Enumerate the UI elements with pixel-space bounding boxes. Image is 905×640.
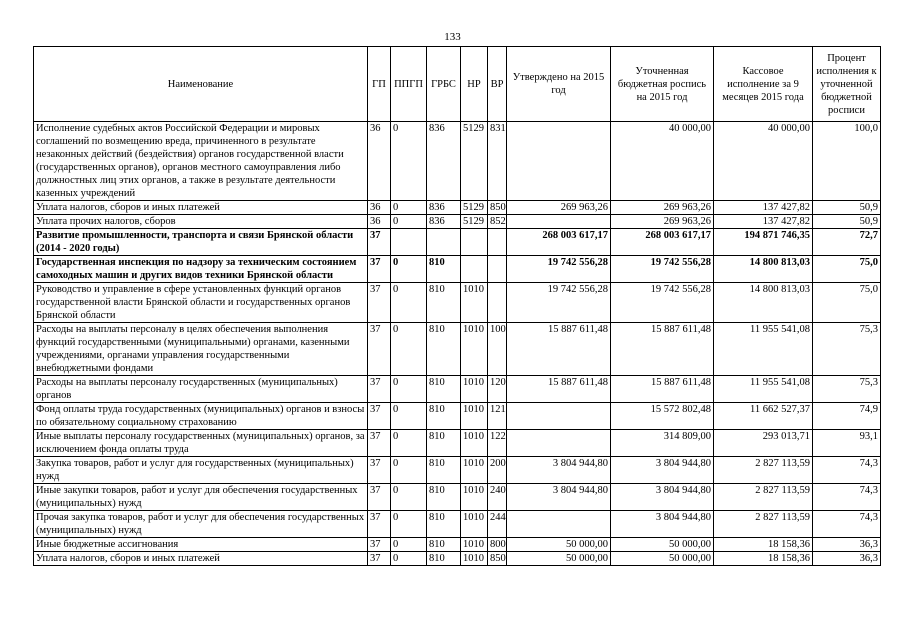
table-row [34, 552, 881, 566]
cell-cash: 14 800 813,03 [714, 283, 813, 323]
cell-grbs: 810 [427, 376, 461, 403]
cell-gp: 37 [368, 283, 391, 323]
header-pgp: ППГП [391, 47, 427, 122]
table-row [34, 201, 881, 215]
cell-percent: 36,3 [813, 538, 881, 552]
table-row [34, 229, 881, 256]
cell-refined: 3 804 944,80 [611, 484, 714, 511]
cell-cash: 14 800 813,03 [714, 256, 813, 283]
cell-pgp: 0 [391, 201, 427, 215]
cell-gp: 37 [368, 484, 391, 511]
cell-vr: 850 [488, 201, 507, 215]
cell-percent: 75,0 [813, 283, 881, 323]
cell-percent: 93,1 [813, 430, 881, 457]
cell-nr: 1010 [461, 484, 488, 511]
cell-refined: 314 809,00 [611, 430, 714, 457]
header-row [34, 47, 881, 122]
cell-nr: 5129 [461, 201, 488, 215]
cell-approved [507, 215, 611, 229]
cell-name: Расходы на выплаты персоналу государственных (муниципальных) органов [34, 376, 368, 403]
cell-approved: 3 804 944,80 [507, 457, 611, 484]
table-row [34, 256, 881, 283]
cell-cash: 194 871 746,35 [714, 229, 813, 256]
budget-table [33, 46, 881, 566]
cell-percent: 50,9 [813, 201, 881, 215]
cell-approved: 19 742 556,28 [507, 256, 611, 283]
cell-grbs [427, 229, 461, 256]
cell-name: Уплата налогов, сборов и иных платежей [34, 552, 368, 566]
cell-pgp: 0 [391, 215, 427, 229]
table-row [34, 457, 881, 484]
cell-cash: 2 827 113,59 [714, 457, 813, 484]
cell-vr: 121 [488, 403, 507, 430]
cell-refined: 15 572 802,48 [611, 403, 714, 430]
cell-name: Развитие промышленности, транспорта и связи Брянской области (2014 - 2020 годы) [34, 229, 368, 256]
cell-vr [488, 283, 507, 323]
cell-percent: 74,9 [813, 403, 881, 430]
cell-pgp: 0 [391, 552, 427, 566]
table-body [34, 122, 881, 566]
table-row [34, 376, 881, 403]
cell-grbs: 836 [427, 201, 461, 215]
cell-gp: 37 [368, 552, 391, 566]
cell-cash: 40 000,00 [714, 122, 813, 201]
cell-approved: 3 804 944,80 [507, 484, 611, 511]
cell-pgp: 0 [391, 122, 427, 201]
header-approved: Утверждено на 2015 год [507, 47, 611, 122]
cell-nr: 1010 [461, 323, 488, 376]
table-header [34, 47, 881, 122]
cell-name: Фонд оплаты труда государственных (муниципальных) органов и взносы по обязательному социальному страхованию [34, 403, 368, 430]
cell-gp: 37 [368, 538, 391, 552]
cell-vr: 122 [488, 430, 507, 457]
cell-grbs: 810 [427, 511, 461, 538]
cell-gp: 37 [368, 430, 391, 457]
cell-vr: 100 [488, 323, 507, 376]
table-row [34, 484, 881, 511]
cell-refined: 40 000,00 [611, 122, 714, 201]
cell-pgp: 0 [391, 283, 427, 323]
cell-percent: 75,0 [813, 256, 881, 283]
cell-refined: 50 000,00 [611, 538, 714, 552]
cell-percent: 50,9 [813, 215, 881, 229]
cell-approved: 50 000,00 [507, 538, 611, 552]
cell-gp: 37 [368, 403, 391, 430]
cell-pgp: 0 [391, 323, 427, 376]
table-row [34, 122, 881, 201]
header-gp: ГП [368, 47, 391, 122]
cell-pgp: 0 [391, 403, 427, 430]
cell-grbs: 810 [427, 538, 461, 552]
cell-grbs: 810 [427, 256, 461, 283]
cell-gp: 36 [368, 215, 391, 229]
cell-nr: 5129 [461, 122, 488, 201]
table-row [34, 538, 881, 552]
cell-nr: 1010 [461, 552, 488, 566]
cell-percent: 74,3 [813, 511, 881, 538]
cell-nr: 1010 [461, 376, 488, 403]
cell-nr [461, 229, 488, 256]
cell-approved: 15 887 611,48 [507, 323, 611, 376]
cell-grbs: 810 [427, 403, 461, 430]
cell-percent: 72,7 [813, 229, 881, 256]
cell-gp: 36 [368, 122, 391, 201]
cell-cash: 2 827 113,59 [714, 511, 813, 538]
cell-pgp: 0 [391, 511, 427, 538]
cell-refined: 3 804 944,80 [611, 457, 714, 484]
cell-percent: 75,3 [813, 376, 881, 403]
header-percent: Процент исполнения к уточненной бюджетной росписи [813, 47, 881, 122]
cell-nr: 1010 [461, 538, 488, 552]
cell-nr: 1010 [461, 457, 488, 484]
cell-cash: 2 827 113,59 [714, 484, 813, 511]
cell-vr: 120 [488, 376, 507, 403]
cell-name: Прочая закупка товаров, работ и услуг для обеспечения государственных (муниципальных) нужд [34, 511, 368, 538]
cell-pgp: 0 [391, 376, 427, 403]
cell-pgp: 0 [391, 256, 427, 283]
cell-grbs: 836 [427, 215, 461, 229]
table-row [34, 511, 881, 538]
cell-approved [507, 430, 611, 457]
cell-cash: 137 427,82 [714, 215, 813, 229]
cell-grbs: 836 [427, 122, 461, 201]
cell-vr [488, 256, 507, 283]
cell-name: Уплата налогов, сборов и иных платежей [34, 201, 368, 215]
cell-refined: 15 887 611,48 [611, 323, 714, 376]
cell-grbs: 810 [427, 430, 461, 457]
cell-name: Государственная инспекция по надзору за техническим состоянием самоходных машин и других видов техники Брянской области [34, 256, 368, 283]
cell-nr: 1010 [461, 430, 488, 457]
cell-vr: 850 [488, 552, 507, 566]
header-name: Наименование [34, 47, 368, 122]
cell-name: Закупка товаров, работ и услуг для государственных (муниципальных) нужд [34, 457, 368, 484]
cell-grbs: 810 [427, 323, 461, 376]
header-cash: Кассовое исполнение за 9 месяцев 2015 года [714, 47, 813, 122]
cell-percent: 75,3 [813, 323, 881, 376]
cell-gp: 37 [368, 256, 391, 283]
cell-vr [488, 229, 507, 256]
cell-name: Исполнение судебных актов Российской Федерации и мировых соглашений по возмещению вреда, причиненного в результате незаконных действий (бездействия) органов государственной власти (государственных органов), органов местного самоуправления либо должностных лиц этих органов, а также в результате деятельности казенных учреждений [34, 122, 368, 201]
cell-approved [507, 122, 611, 201]
header-grbs: ГРБС [427, 47, 461, 122]
cell-refined: 269 963,26 [611, 201, 714, 215]
cell-name: Руководство и управление в сфере установленных функций органов государственной власти Брянской области и государственных органов Брянской области [34, 283, 368, 323]
cell-nr: 1010 [461, 403, 488, 430]
cell-gp: 37 [368, 511, 391, 538]
cell-vr: 240 [488, 484, 507, 511]
cell-gp: 37 [368, 323, 391, 376]
cell-approved: 50 000,00 [507, 552, 611, 566]
cell-refined: 3 804 944,80 [611, 511, 714, 538]
header-vr: ВР [488, 47, 507, 122]
cell-gp: 37 [368, 376, 391, 403]
cell-cash: 11 662 527,37 [714, 403, 813, 430]
table-row [34, 323, 881, 376]
cell-vr: 852 [488, 215, 507, 229]
cell-cash: 11 955 541,08 [714, 323, 813, 376]
cell-refined: 268 003 617,17 [611, 229, 714, 256]
cell-refined: 19 742 556,28 [611, 256, 714, 283]
cell-pgp: 0 [391, 484, 427, 511]
cell-cash: 137 427,82 [714, 201, 813, 215]
cell-vr: 200 [488, 457, 507, 484]
cell-refined: 50 000,00 [611, 552, 714, 566]
header-nr: НР [461, 47, 488, 122]
cell-refined: 269 963,26 [611, 215, 714, 229]
cell-vr: 800 [488, 538, 507, 552]
cell-pgp: 0 [391, 430, 427, 457]
cell-name: Иные закупки товаров, работ и услуг для обеспечения государственных (муниципальных) нужд [34, 484, 368, 511]
cell-vr: 244 [488, 511, 507, 538]
cell-vr: 831 [488, 122, 507, 201]
cell-grbs: 810 [427, 457, 461, 484]
cell-name: Расходы на выплаты персоналу в целях обеспечения выполнения функций государственными (муниципальными) органами, казенными учреждениями, органами управления государственными внебюджетными фондами [34, 323, 368, 376]
cell-approved: 15 887 611,48 [507, 376, 611, 403]
table-row [34, 430, 881, 457]
cell-cash: 18 158,36 [714, 538, 813, 552]
cell-refined: 15 887 611,48 [611, 376, 714, 403]
cell-approved: 19 742 556,28 [507, 283, 611, 323]
cell-approved [507, 403, 611, 430]
cell-pgp [391, 229, 427, 256]
cell-cash: 18 158,36 [714, 552, 813, 566]
cell-gp: 37 [368, 229, 391, 256]
cell-approved [507, 511, 611, 538]
header-refined: Уточненная бюджетная роспись на 2015 год [611, 47, 714, 122]
cell-name: Уплата прочих налогов, сборов [34, 215, 368, 229]
cell-pgp: 0 [391, 538, 427, 552]
cell-name: Иные выплаты персоналу государственных (муниципальных) органов, за исключением фонда оплаты труда [34, 430, 368, 457]
cell-cash: 293 013,71 [714, 430, 813, 457]
page-number: 133 [444, 31, 461, 43]
cell-nr: 1010 [461, 283, 488, 323]
cell-grbs: 810 [427, 552, 461, 566]
cell-name: Иные бюджетные ассигнования [34, 538, 368, 552]
cell-approved: 268 003 617,17 [507, 229, 611, 256]
cell-nr [461, 256, 488, 283]
cell-nr: 1010 [461, 511, 488, 538]
cell-gp: 36 [368, 201, 391, 215]
cell-cash: 11 955 541,08 [714, 376, 813, 403]
table-row [34, 215, 881, 229]
cell-grbs: 810 [427, 484, 461, 511]
cell-approved: 269 963,26 [507, 201, 611, 215]
cell-grbs: 810 [427, 283, 461, 323]
cell-refined: 19 742 556,28 [611, 283, 714, 323]
cell-pgp: 0 [391, 457, 427, 484]
cell-percent: 36,3 [813, 552, 881, 566]
table-row [34, 403, 881, 430]
cell-gp: 37 [368, 457, 391, 484]
table-row [34, 283, 881, 323]
cell-percent: 100,0 [813, 122, 881, 201]
cell-percent: 74,3 [813, 457, 881, 484]
cell-percent: 74,3 [813, 484, 881, 511]
cell-nr: 5129 [461, 215, 488, 229]
